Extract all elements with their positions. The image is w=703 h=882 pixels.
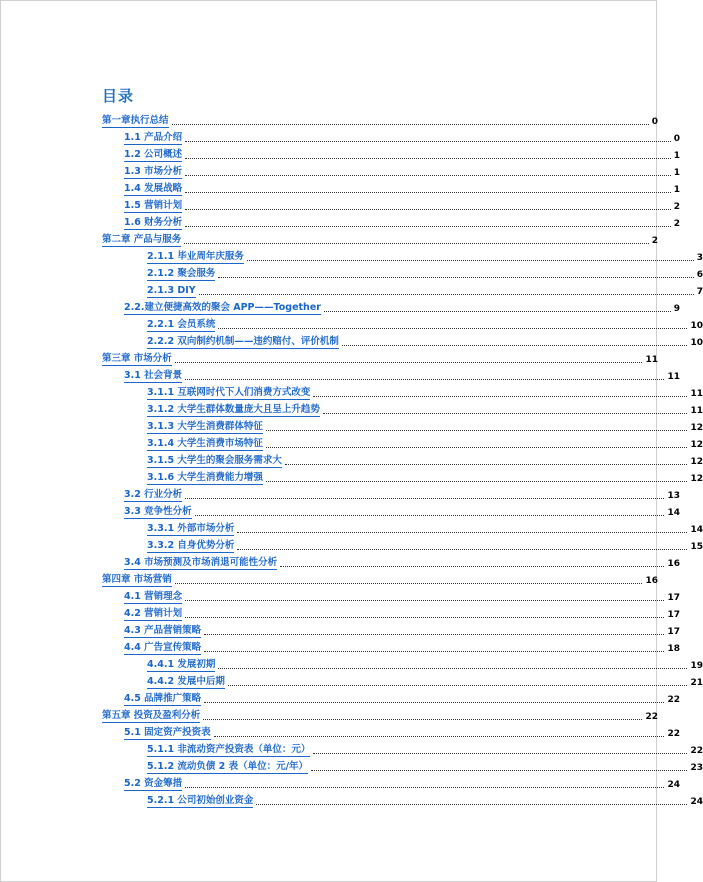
toc-entry-page-number[interactable]: 19 bbox=[690, 661, 703, 671]
toc-entry-page-number[interactable]: 1 bbox=[673, 185, 680, 195]
toc-dot-leader bbox=[185, 209, 671, 210]
toc-entry-page-number[interactable]: 22 bbox=[645, 712, 658, 722]
toc-entry-page-number[interactable]: 12 bbox=[690, 423, 703, 433]
toc-entry-label[interactable]: 第一章执行总结 bbox=[102, 115, 169, 126]
toc-entry-page-number[interactable]: 18 bbox=[667, 644, 680, 654]
toc-dot-leader bbox=[204, 651, 664, 652]
toc-entry[interactable] bbox=[1, 656, 703, 672]
toc-entry-label[interactable]: 3.1 社会背景 bbox=[124, 370, 183, 381]
toc-entry[interactable] bbox=[1, 741, 703, 757]
toc-entry[interactable] bbox=[1, 452, 703, 468]
toc-entry-label[interactable]: 2.1.3 DIY bbox=[147, 285, 196, 296]
toc-dot-leader bbox=[175, 362, 643, 363]
toc-entry-label[interactable]: 1.2 公司概述 bbox=[124, 149, 183, 160]
toc-entry-page-number[interactable]: 10 bbox=[690, 321, 703, 331]
toc-dot-leader bbox=[266, 447, 688, 448]
toc-dot-leader bbox=[218, 277, 693, 278]
toc-entry-label[interactable]: 2.1.2 聚会服务 bbox=[147, 268, 216, 279]
toc-dot-leader bbox=[204, 702, 664, 703]
toc-entry-label[interactable]: 3.1.2 大学生群体数量庞大且呈上升趋势 bbox=[147, 404, 320, 415]
toc-entry-page-number[interactable]: 1 bbox=[673, 151, 680, 161]
toc-dot-leader bbox=[185, 158, 671, 159]
toc-dot-leader bbox=[214, 736, 665, 737]
toc-entry-page-number[interactable]: 17 bbox=[667, 593, 680, 603]
toc-entry-label[interactable]: 2.1.1 毕业周年庆服务 bbox=[147, 251, 244, 262]
toc-dot-leader bbox=[266, 430, 688, 431]
toc-entry-page-number[interactable]: 2 bbox=[673, 202, 680, 212]
toc-entry-label[interactable]: 第三章 市场分析 bbox=[102, 353, 172, 364]
toc-entry-label[interactable]: 4.2 营销计划 bbox=[124, 608, 183, 619]
toc-dot-leader bbox=[237, 532, 687, 533]
toc-entry-page-number[interactable]: 22 bbox=[690, 746, 703, 756]
toc-dot-leader bbox=[266, 481, 688, 482]
toc-entry[interactable] bbox=[1, 197, 680, 213]
toc-entry-page-number[interactable]: 22 bbox=[667, 729, 680, 739]
toc-dot-leader bbox=[313, 753, 687, 754]
toc-dot-leader bbox=[185, 617, 664, 618]
toc-dot-leader bbox=[280, 566, 664, 567]
toc-entry[interactable] bbox=[1, 724, 680, 740]
toc-dot-leader bbox=[172, 124, 649, 125]
toc-entry[interactable] bbox=[1, 520, 703, 536]
toc-dot-leader bbox=[185, 498, 664, 499]
toc-entry[interactable] bbox=[1, 129, 680, 145]
toc-entry-label[interactable]: 3.1.5 大学生的聚会服务需求大 bbox=[147, 455, 282, 466]
toc-entry[interactable] bbox=[1, 588, 680, 604]
toc-entry[interactable] bbox=[1, 503, 680, 519]
toc-dot-leader bbox=[323, 413, 688, 414]
toc-entry-page-number[interactable]: 16 bbox=[645, 576, 658, 586]
toc-entry-label[interactable]: 第五章 投资及盈利分析 bbox=[102, 710, 201, 721]
toc-dot-leader bbox=[185, 192, 671, 193]
toc-entry-page-number[interactable]: 22 bbox=[667, 695, 680, 705]
toc-entry-page-number[interactable]: 17 bbox=[667, 627, 680, 637]
toc-entry[interactable] bbox=[1, 554, 680, 570]
toc-entry-label[interactable]: 4.5 品牌推广策略 bbox=[124, 693, 202, 704]
toc-entry-label[interactable]: 1.6 财务分析 bbox=[124, 217, 183, 228]
toc-entry[interactable] bbox=[1, 265, 703, 281]
toc-entry[interactable] bbox=[1, 333, 703, 349]
toc-dot-leader bbox=[237, 549, 687, 550]
toc-entry[interactable] bbox=[1, 401, 703, 417]
toc-entry-page-number[interactable]: 2 bbox=[673, 219, 680, 229]
toc-dot-leader bbox=[311, 770, 687, 771]
toc-entry[interactable] bbox=[1, 690, 680, 706]
toc-entry[interactable] bbox=[1, 605, 680, 621]
toc-entry-label[interactable]: 3.2 行业分析 bbox=[124, 489, 183, 500]
toc-dot-leader bbox=[185, 226, 671, 227]
toc-entry-label[interactable]: 4.4.1 发展初期 bbox=[147, 659, 216, 670]
toc-entry-label[interactable]: 1.5 营销计划 bbox=[124, 200, 183, 211]
toc-entry[interactable] bbox=[1, 231, 658, 247]
toc-entry-page-number[interactable]: 7 bbox=[696, 287, 703, 297]
toc-entry[interactable] bbox=[1, 673, 703, 689]
toc-entry-label[interactable]: 2.2.建立便捷高效的聚会 APP——Together bbox=[124, 302, 321, 313]
toc-entry-label[interactable]: 5.1.2 流动负债 2 表（单位：元/年） bbox=[147, 761, 309, 772]
toc-entry-label[interactable]: 第四章 市场营销 bbox=[102, 574, 172, 585]
toc-dot-leader bbox=[204, 634, 664, 635]
toc-entry[interactable] bbox=[1, 146, 680, 162]
toc-entry-page-number[interactable]: 10 bbox=[690, 338, 703, 348]
toc-dot-leader bbox=[185, 175, 671, 176]
toc-entry-page-number[interactable]: 3 bbox=[696, 253, 703, 263]
toc-entry-label[interactable]: 1.4 发展战略 bbox=[124, 183, 183, 194]
toc-entry-page-number[interactable]: 13 bbox=[667, 491, 680, 501]
toc-dot-leader bbox=[342, 345, 688, 346]
toc-dot-leader bbox=[185, 600, 664, 601]
toc-entry[interactable] bbox=[1, 350, 658, 366]
toc-entry-page-number[interactable]: 23 bbox=[690, 763, 703, 773]
toc-entry-label[interactable]: 3.1.1 互联网时代下人们消费方式改变 bbox=[147, 387, 311, 398]
toc-entry-label[interactable]: 5.2 资金筹措 bbox=[124, 778, 183, 789]
toc-entry[interactable] bbox=[1, 299, 680, 315]
toc-entry-label[interactable]: 5.2.1 公司初始创业资金 bbox=[147, 795, 254, 806]
toc-entry[interactable] bbox=[1, 112, 658, 128]
toc-entry-page-number[interactable]: 11 bbox=[690, 406, 703, 416]
toc-entry[interactable] bbox=[1, 775, 680, 791]
toc-dot-leader bbox=[203, 719, 642, 720]
toc-entry-label[interactable]: 1.1 产品介绍 bbox=[124, 132, 183, 143]
toc-entry[interactable] bbox=[1, 792, 703, 808]
toc-entry-label[interactable]: 3.3.1 外部市场分析 bbox=[147, 523, 235, 534]
toc-entry-page-number[interactable]: 2 bbox=[651, 236, 658, 246]
toc-entry[interactable] bbox=[1, 571, 658, 587]
toc-entry-page-number[interactable]: 24 bbox=[690, 797, 703, 807]
toc-dot-leader bbox=[184, 243, 648, 244]
toc-entry-label[interactable]: 2.2.2 双向制约机制——违约赔付、评价机制 bbox=[147, 336, 339, 347]
toc-entry-page-number[interactable]: 14 bbox=[667, 508, 680, 518]
toc-dot-leader bbox=[218, 668, 687, 669]
toc-entry[interactable] bbox=[1, 435, 703, 451]
toc-entry-label[interactable]: 1.3 市场分析 bbox=[124, 166, 183, 177]
toc-entry-page-number[interactable]: 17 bbox=[667, 610, 680, 620]
toc-dot-leader bbox=[185, 787, 664, 788]
toc-entry-page-number[interactable]: 1 bbox=[673, 168, 680, 178]
toc-entry-page-number[interactable]: 15 bbox=[690, 542, 703, 552]
toc-entry-label[interactable]: 第二章 产品与服务 bbox=[102, 234, 182, 245]
toc-entry-page-number[interactable]: 11 bbox=[645, 355, 658, 365]
toc-entry[interactable] bbox=[1, 639, 680, 655]
toc-entry-label[interactable]: 4.4.2 发展中后期 bbox=[147, 676, 225, 687]
toc-entry-page-number[interactable]: 0 bbox=[651, 117, 658, 127]
toc-entry-page-number[interactable]: 14 bbox=[690, 525, 703, 535]
toc-entry-page-number[interactable]: 9 bbox=[673, 304, 680, 314]
toc-entry-page-number[interactable]: 21 bbox=[690, 678, 703, 688]
toc-entry[interactable] bbox=[1, 316, 703, 332]
toc-entry-label[interactable]: 3.1.6 大学生消费能力增强 bbox=[147, 472, 263, 483]
toc-entry[interactable] bbox=[1, 758, 703, 774]
toc-entry-page-number[interactable]: 11 bbox=[690, 389, 703, 399]
toc-dot-leader bbox=[324, 311, 671, 312]
toc-entry-page-number[interactable]: 11 bbox=[667, 372, 680, 382]
toc-entry-label[interactable]: 4.3 产品营销策略 bbox=[124, 625, 202, 636]
toc-entry-label[interactable]: 5.1 固定资产投资表 bbox=[124, 727, 211, 738]
toc-entry[interactable] bbox=[1, 180, 680, 196]
toc-entry[interactable] bbox=[1, 537, 703, 553]
toc-entry[interactable] bbox=[1, 248, 703, 264]
toc-entry[interactable] bbox=[1, 163, 680, 179]
toc-entry-label[interactable]: 3.4 市场预测及市场消退可能性分析 bbox=[124, 557, 278, 568]
toc-entry-label[interactable]: 4.1 营销理念 bbox=[124, 591, 183, 602]
toc-entry[interactable] bbox=[1, 367, 680, 383]
toc-entry-label[interactable]: 4.4 广告宣传策略 bbox=[124, 642, 202, 653]
toc-dot-leader bbox=[185, 141, 671, 142]
toc-entry[interactable] bbox=[1, 469, 703, 485]
toc-entry[interactable] bbox=[1, 622, 680, 638]
toc-dot-leader bbox=[185, 379, 664, 380]
toc-entry[interactable] bbox=[1, 486, 680, 502]
toc-entry-page-number[interactable]: 0 bbox=[673, 134, 680, 144]
toc-dot-leader bbox=[247, 260, 694, 261]
toc-entry-label[interactable]: 3.3 竞争性分析 bbox=[124, 506, 192, 517]
toc-dot-leader bbox=[218, 328, 687, 329]
toc-entry-page-number[interactable]: 12 bbox=[690, 474, 703, 484]
toc-entry[interactable] bbox=[1, 418, 703, 434]
toc-dot-leader bbox=[285, 464, 688, 465]
toc-entry-page-number[interactable]: 16 bbox=[667, 559, 680, 569]
toc-title: 目录 bbox=[102, 87, 135, 105]
toc-entry-page-number[interactable]: 12 bbox=[690, 457, 703, 467]
toc-entry-label[interactable]: 3.1.4 大学生消费市场特征 bbox=[147, 438, 263, 449]
toc-entry-label[interactable]: 2.2.1 会员系统 bbox=[147, 319, 216, 330]
toc-entry-label[interactable]: 3.3.2 自身优势分析 bbox=[147, 540, 235, 551]
toc-entry[interactable] bbox=[1, 214, 680, 230]
toc-entry-page-number[interactable]: 12 bbox=[690, 440, 703, 450]
toc-dot-leader bbox=[256, 804, 687, 805]
toc-dot-leader bbox=[175, 583, 643, 584]
toc-entry[interactable] bbox=[1, 282, 703, 298]
toc-entry[interactable] bbox=[1, 707, 658, 723]
toc-dot-leader bbox=[228, 685, 688, 686]
toc-entry[interactable] bbox=[1, 384, 703, 400]
toc-dot-leader bbox=[313, 396, 687, 397]
toc-entry-label[interactable]: 5.1.1 非流动资产投资表（单位：元） bbox=[147, 744, 311, 755]
toc-dot-leader bbox=[199, 294, 694, 295]
toc-entry-label[interactable]: 3.1.3 大学生消费群体特征 bbox=[147, 421, 263, 432]
toc-entry-page-number[interactable]: 6 bbox=[696, 270, 703, 280]
toc-dot-leader bbox=[195, 515, 665, 516]
toc-entry-page-number[interactable]: 24 bbox=[667, 780, 680, 790]
